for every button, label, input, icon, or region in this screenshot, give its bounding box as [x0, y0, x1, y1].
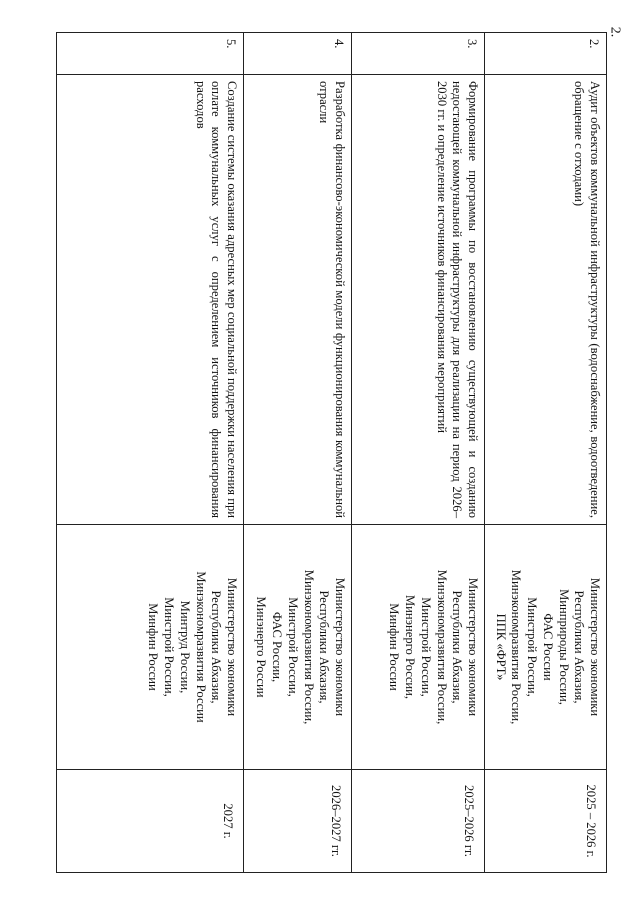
executor-line: ФАС России, [270, 611, 285, 683]
executor-line: Минэкономразвития России [193, 571, 208, 723]
executor-line: Минэкономразвития России, [509, 569, 524, 725]
executor-line: Минфин России [146, 603, 161, 691]
executor-line: Минстрой России, [285, 597, 300, 697]
page-number: 2. [607, 26, 623, 38]
executor-line: Республики Абхазия, [209, 590, 224, 704]
executor-line: ППК «ФРТ» [493, 613, 508, 681]
executor-line: Республики Абхазия, [450, 590, 465, 704]
executor-line: Республики Абхазия, [572, 590, 587, 704]
term-cell: 2027 г. [57, 770, 244, 873]
term-cell: 2025 – 2026 г. [485, 770, 607, 873]
executor-line: Министерство экономики [333, 577, 347, 717]
row-number: 5. [57, 33, 244, 75]
row-number: 3. [352, 33, 485, 75]
task-description: Формирование программы по восстановлению существующей и созданию недостающей коммунальной инфраструктуры для реализации на период 2026–2030 гг. и определение источников финансирования мероприятий [352, 75, 485, 525]
task-description: Создание системы оказания адресных мер социальной поддержки населения при оплате коммунальных услуг с определением источников финансирования расходов [57, 75, 244, 525]
table-row [244, 33, 352, 873]
executor-line: Минэкономразвития России, [301, 569, 316, 725]
plan-table [56, 32, 607, 873]
executor-line: ФАС России [540, 613, 555, 681]
executors-cell [352, 525, 485, 770]
executors-cell [57, 525, 244, 770]
task-description: Аудит объектов коммунальной инфраструктуры (водоснабжение, водоотведение, обращение с отходами) [485, 75, 607, 525]
table-row [352, 33, 485, 873]
term-cell: 2026–2027 гг. [244, 770, 352, 873]
plan-table-rotated [57, 32, 607, 872]
table-row [57, 33, 244, 873]
executor-line: Минэкономразвития России, [434, 569, 449, 725]
task-description: Разработка финансово-экономической модели функционирования коммунальной отрасли [244, 75, 352, 525]
executor-line: Министерство экономики [466, 577, 480, 717]
executor-line: Минэнерго России, [403, 594, 418, 700]
executor-line: Минприроды России, [556, 589, 571, 705]
executor-line: Министерство экономики [588, 577, 602, 717]
executor-line: Минэнерго России [254, 596, 269, 698]
executor-line: Минстрой России, [418, 597, 433, 697]
executor-line: Республики Абхазия, [317, 590, 332, 704]
executors-cell [244, 525, 352, 770]
term-cell: 2025–2026 гг. [352, 770, 485, 873]
table-row [485, 33, 607, 873]
executor-line: Министерство экономики [225, 577, 239, 717]
executor-line: Минтруд России, [177, 600, 192, 694]
executors-cell [485, 525, 607, 770]
row-number: 4. [244, 33, 352, 75]
executor-line: Минфин России [387, 603, 402, 691]
rotated-page-area [57, 32, 607, 872]
executor-line: Минстрой России, [162, 597, 177, 697]
row-number: 2. [485, 33, 607, 75]
executor-line: Минстрой России, [525, 597, 540, 697]
